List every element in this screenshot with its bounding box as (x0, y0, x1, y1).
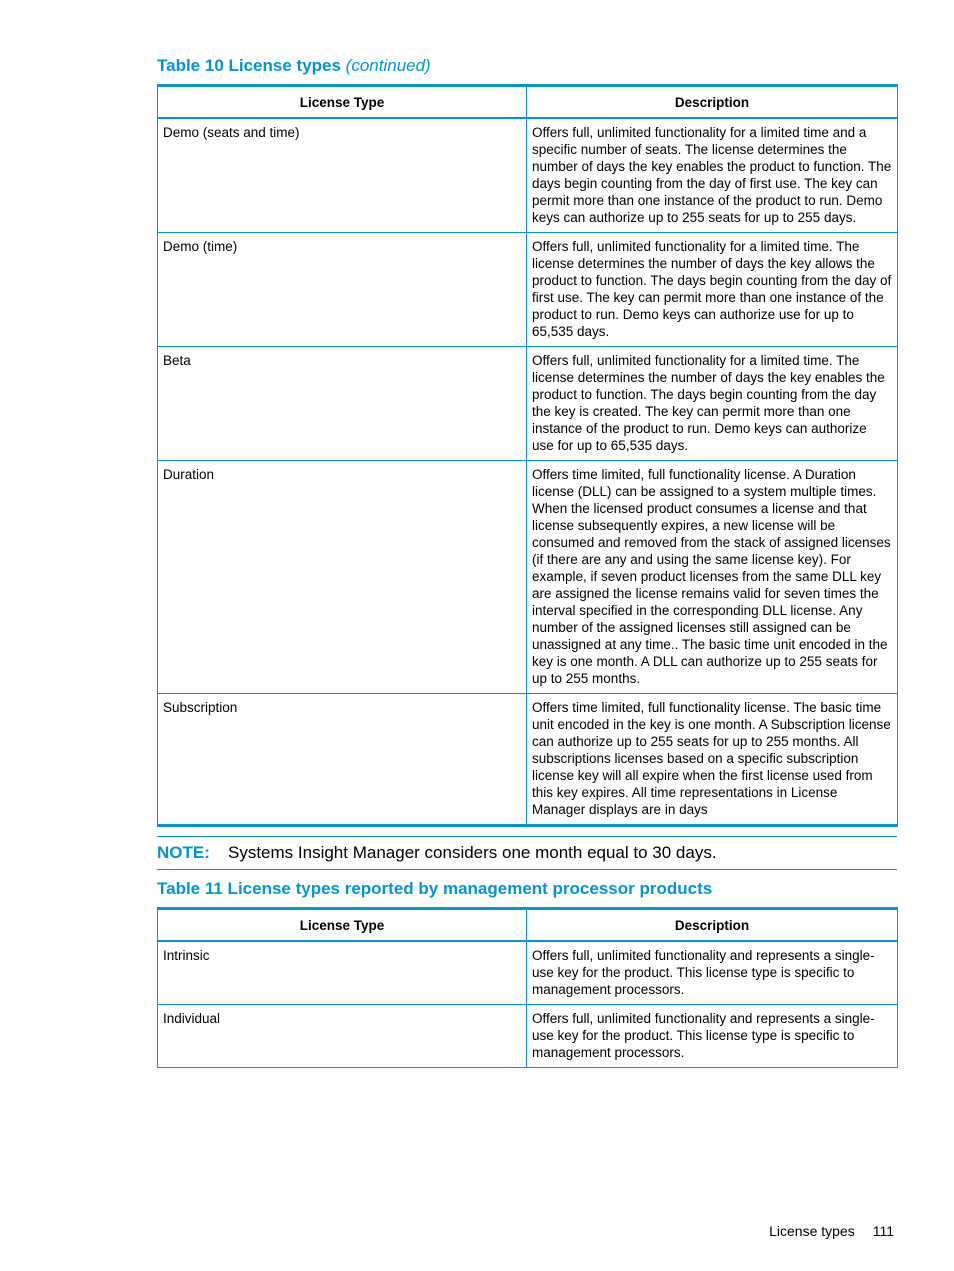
license-type-cell: Demo (time) (158, 233, 527, 347)
table-10-caption-title: Table 10 License types (157, 56, 341, 75)
footer-section-title: License types (769, 1223, 855, 1239)
management-processor-license-types-table (157, 907, 898, 1068)
note-box (157, 836, 897, 870)
table-row (158, 1005, 898, 1068)
table-10-caption (157, 56, 431, 76)
description-cell: Offers full, unlimited functionality for a limited time. The license determines the number of days the key enables the product to function. The days begin counting from the day the key is created. The key can permit more than one instance of the product to run. Demo keys can authorize use for up to 65,535 days. (527, 347, 898, 461)
license-types-table (157, 84, 898, 827)
page-number: 111 (872, 1223, 894, 1239)
license-type-cell: Beta (158, 347, 527, 461)
column-header-description: Description (527, 909, 898, 942)
column-header-license-type: License Type (158, 86, 527, 119)
table-row (158, 694, 898, 826)
table-header-row (158, 86, 898, 119)
table-row (158, 347, 898, 461)
description-cell: Offers full, unlimited functionality for a limited time. The license determines the number of days the key allows the product to function. The days begin counting from the day of first use. The key can permit more than one instance of the product to run. Demo keys can authorize use for up to 65,535 days. (527, 233, 898, 347)
column-header-license-type: License Type (158, 909, 527, 942)
table-row (158, 118, 898, 233)
column-header-description: Description (527, 86, 898, 119)
note-label: NOTE: (157, 843, 210, 862)
table-row (158, 461, 898, 694)
license-type-cell: Intrinsic (158, 941, 527, 1005)
page-footer (769, 1223, 894, 1239)
table-row (158, 941, 898, 1005)
table-header-row (158, 909, 898, 942)
description-cell: Offers full, unlimited functionality for a limited time and a specific number of seats. The license determines the number of days the key enables the product to function. The days begin counting from the day of first use. The key can permit more than one instance of the product to run. Demo keys can authorize up to 255 seats for up to 255 days. (527, 118, 898, 233)
license-type-cell: Individual (158, 1005, 527, 1068)
table-10-caption-continued: (continued) (345, 56, 431, 75)
description-cell: Offers full, unlimited functionality and represents a single-use key for the product. This license type is specific to management processors. (527, 1005, 898, 1068)
license-type-cell: Subscription (158, 694, 527, 826)
license-type-cell: Duration (158, 461, 527, 694)
description-cell: Offers full, unlimited functionality and represents a single-use key for the product. This license type is specific to management processors. (527, 941, 898, 1005)
description-cell: Offers time limited, full functionality license. A Duration license (DLL) can be assigned to a system multiple times. When the licensed product consumes a license and that license subsequently expires, a new license will be consumed and removed from the stack of assigned licenses (if there are any and using the same license key). For example, if seven product licenses from the same DLL key are assigned the license remains valid for seven times the interval specified in the corresponding DLL license. Any number of the assigned licenses still assigned can be unassigned at any time.. The basic time unit encoded in the key is one month. A DLL can authorize up to 255 seats for up to 255 months. (527, 461, 898, 694)
license-type-cell: Demo (seats and time) (158, 118, 527, 233)
note-text: Systems Insight Manager considers one month equal to 30 days. (228, 843, 717, 862)
description-cell: Offers time limited, full functionality license. The basic time unit encoded in the key is one month. A Subscription license can authorize up to 255 seats for up to 255 months. All subscriptions licenses based on a specific subscription license key will all expire when the first license used from this key expires. All time representations in License Manager displays are in days (527, 694, 898, 826)
table-row (158, 233, 898, 347)
table-11-caption: Table 11 License types reported by management processor products (157, 879, 713, 898)
